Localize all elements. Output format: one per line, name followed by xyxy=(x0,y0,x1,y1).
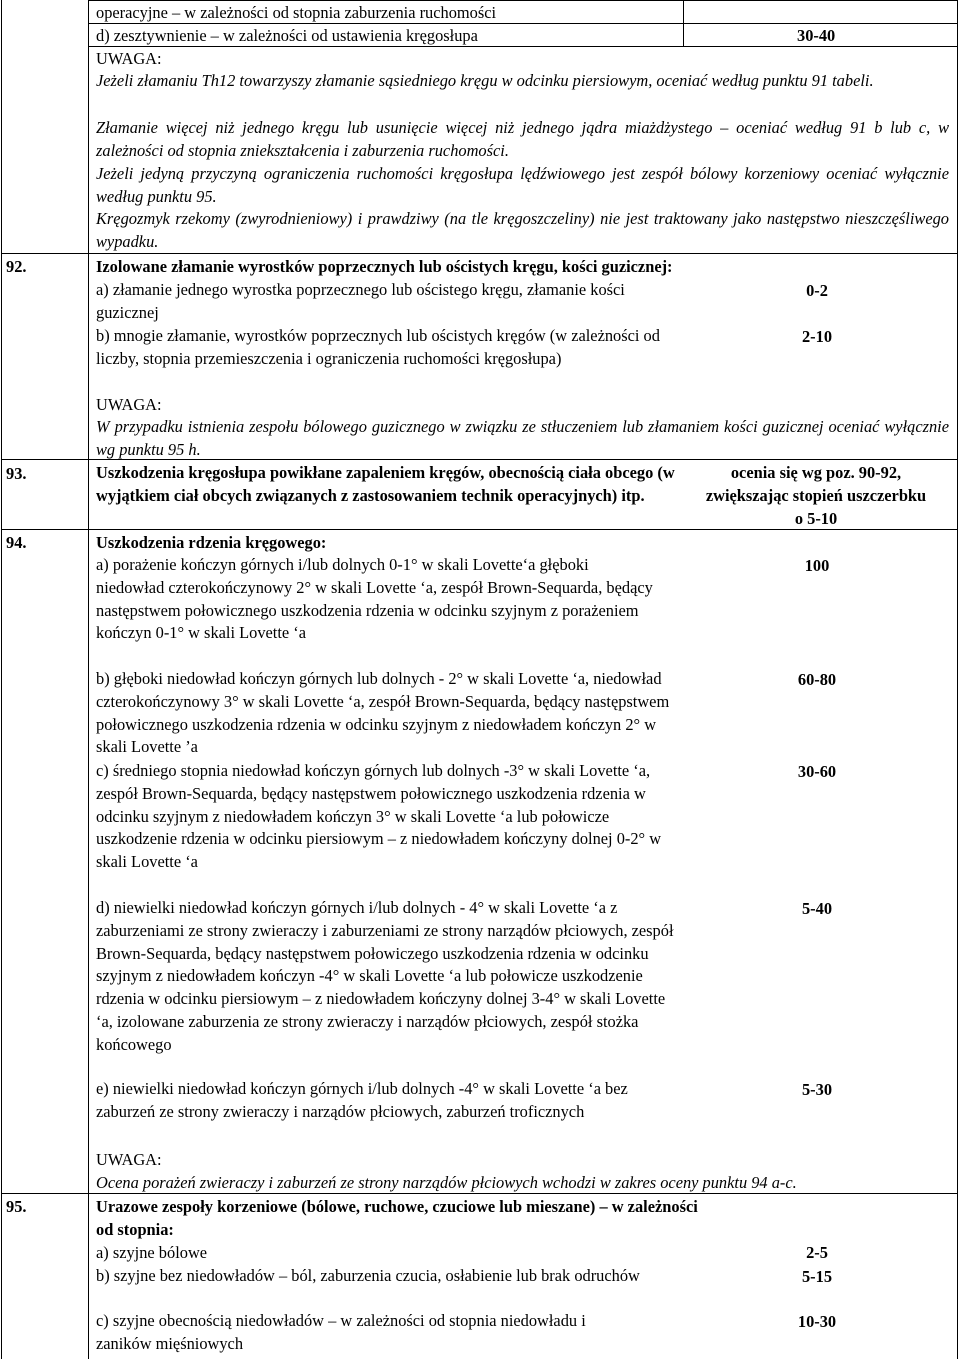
s93-value: ocenia się wg poz. 90-92, zwiększając stopień uszczerbku o 5-10 xyxy=(705,463,927,528)
s94-item-a-value: 100 xyxy=(804,556,830,575)
s95-title-line1: Urazowe zespoły korzeniowe (bólowe, ruchowe, czuciowe lub mieszane) – w zależności xyxy=(96,1197,698,1216)
table-border-right xyxy=(957,0,958,1359)
column-divider-number xyxy=(88,0,89,1359)
s92-title: Izolowane złamanie wyrostków poprzecznych lub ościstych kręgu, kości guzicznej: xyxy=(96,257,673,276)
s94-item-d: d) niewielki niedowład kończyn górnych i/lub dolnych - 4° w skali Lovette ‘a z zaburzeniami ze strony zwieraczy i zaburzeniami ze strony narządów płciowych, zespół Brown-Sequarda, będący następstwem połowiczego uszkodzenia rdzenia w odcinku szyjnym z niedowładem kończyn -4° w skali Lovette ‘a lub połowicze uszkodzenie rdzenia w odcinku piersiowym – z niedowładem kończyny dolnej 3-4° w skali Lovette ‘a, izolowane zaburzenia ze strony zwieraczy i narządów płciowych, zespół stożka końcowego xyxy=(96,898,674,1054)
s94-item-c: c) średniego stopnia niedowład kończyn górnych lub dolnych -3° w skali Lovette ‘a, zespół Brown-Sequarda, będący następstwem połowicznego uszkodzenia rdzenia w odcinku szyjnym z niedowładem kończyn 3° w skali Lovette ‘a lub połowicze uszkodzenie rdzenia w odcinku piersiowym – z niedowładem kończyny dolnej 0-2° w skali Lovette ‘a xyxy=(96,761,662,872)
s94-item-b: b) głęboki niedowład kończyn górnych lub dolnych - 2° w skali Lovette ‘a, niedowład czterokończynowy 3° w skali Lovette ‘a, zespół Brown-Sequarda, będący następstwem połowicznego uszkodzenia rdzenia w odcinku szyjnym z niedowładem kończyn 2° w skali Lovette ’a xyxy=(96,669,670,757)
s92-item-b: b) mnogie złamanie, wyrostków poprzecznych lub ościstych kręgów (w zależności od liczby, stopnia przemieszczenia i ograniczenia ruchomości kręgosłupa) xyxy=(96,326,660,368)
s91-note-2: Złamanie więcej niż jednego kręgu lub usunięcie więcej niż jednego jądra miażdżystego – oceniać według 91 b lub c, w zależności od stopnia zniekształcenia i zaburzenia ruchomości. xyxy=(96,118,949,160)
s92-note: W przypadku istnienia zespołu bólowego guzicznego w związku ze stłuczeniem lub złamaniem kości guzicznej oceniać wyłącznie wg punktu 95 h. xyxy=(96,417,949,459)
s94-item-a: a) porażenie kończyn górnych i/lub dolnych 0-1° w skali Lovette‘a głęboki niedowład czterokończynowy 2° w skali Lovette ‘a, zespół Brown-Sequarda, będący następstwem połowicznego uszkodzenia rdzenia w odcinku szyjnym z porażeniem kończyn 0-1° w skali Lovette ‘a xyxy=(96,555,653,643)
s92-item-a-value: 0-2 xyxy=(806,281,828,300)
s92-uwaga-label: UWAGA: xyxy=(96,395,162,414)
s94-item-e: e) niewielki niedowład kończyn górnych i/lub dolnych -4° w skali Lovette ‘a bez zaburzeń ze strony zwieraczy i narządów płciowych, zaburzeń troficznych xyxy=(96,1079,628,1121)
s91-note-1: Jeżeli złamaniu Th12 towarzyszy złamanie sąsiedniego kręgu w odcinku piersiowym, oceniać według punktu 91 tabeli. xyxy=(96,71,874,90)
s94-item-e-value: 5-30 xyxy=(801,1080,833,1099)
s95-item-b: b) szyjne bez niedowładów – ból, zaburzenia czucia, osłabienie lub brak odruchów xyxy=(96,1266,640,1285)
s91-line2: d) zesztywnienie – w zależności od ustawienia kręgosłupa xyxy=(96,26,478,45)
s91-line1: operacyjne – w zależności od stopnia zaburzenia ruchomości xyxy=(96,3,497,22)
table-border-left xyxy=(1,0,2,1359)
s95-item-a: a) szyjne bólowe xyxy=(96,1243,208,1262)
s95-item-a-value: 2-5 xyxy=(806,1243,828,1262)
s94-item-d-value: 5-40 xyxy=(801,899,833,918)
s91-note-3: Jeżeli jedyną przyczyną ograniczenia ruchomości kręgosłupa lędźwiowego jest zespół bólowy korzeniowy oceniać wyłącznie według punktu 95. xyxy=(96,164,949,206)
s92-number: 92. xyxy=(6,257,27,276)
s95-item-c: c) szyjne obecnością niedowładów – w zależności od stopnia niedowładu i zaników mięśniowych xyxy=(96,1311,586,1353)
s92-item-b-value: 2-10 xyxy=(801,327,833,346)
s91-uwaga-label: UWAGA: xyxy=(96,49,162,68)
s93-number: 93. xyxy=(6,464,27,483)
s93-title: Uszkodzenia kręgosłupa powikłane zapaleniem kręgów, obecnością ciała obcego (w wyjątkiem ciał obcych związanych z zastosowaniem technik operacyjnych) itp. xyxy=(96,463,675,505)
s94-number: 94. xyxy=(6,533,27,552)
s94-uwaga-label: UWAGA: xyxy=(96,1150,162,1169)
s94-title: Uszkodzenia rdzenia kręgowego: xyxy=(96,533,327,552)
s95-number: 95. xyxy=(6,1197,27,1216)
s94-item-b-value: 60-80 xyxy=(797,670,837,689)
s94-note: Ocena porażeń zwieraczy i zaburzeń ze strony narządów płciowych wchodzi w zakres oceny punktu 94 a-c. xyxy=(96,1173,797,1192)
s95-item-c-value: 10-30 xyxy=(797,1312,837,1331)
s91-note-4: Kręgozmyk rzekomy (zwyrodnieniowy) i prawdziwy (na tle kręgoszczeliny) nie jest traktowany jako następstwo nieszczęśliwego wypadku. xyxy=(96,209,949,251)
s95-title-line2: od stopnia: xyxy=(96,1220,174,1239)
s91-line2-value: 30-40 xyxy=(797,26,836,45)
s92-item-a: a) złamanie jednego wyrostka poprzecznego lub ościstego kręgu, złamanie kości guzicznej xyxy=(96,280,625,322)
s95-item-b-value: 5-15 xyxy=(801,1267,833,1286)
s94-item-c-value: 30-60 xyxy=(797,762,837,781)
